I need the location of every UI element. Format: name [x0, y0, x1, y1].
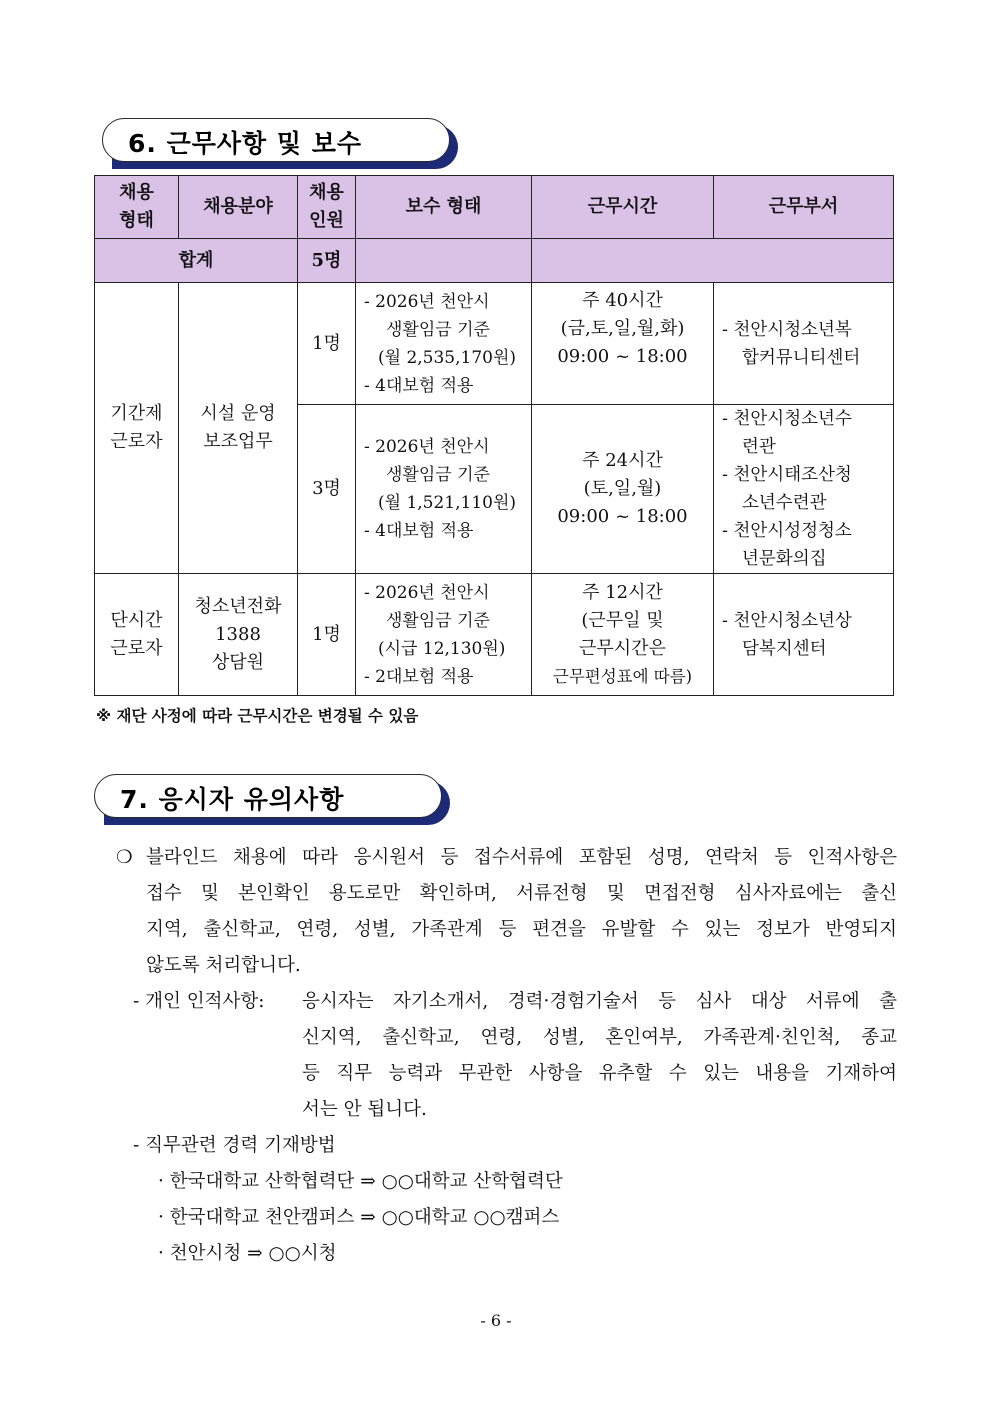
- hours-line: 주 24시간: [582, 450, 663, 471]
- header-hours: 근무시간: [532, 176, 714, 239]
- row2-pay: [356, 405, 532, 574]
- hours-line: (토,일,월): [583, 478, 662, 499]
- header-type-line2: 형태: [119, 210, 154, 231]
- row2-count: 3명: [298, 405, 356, 574]
- table-row: [95, 283, 894, 405]
- pay-line: - 2026년 천안시: [364, 582, 490, 603]
- row2-hours: [532, 405, 714, 574]
- career-method-label: - 직무관련 경력 기재방법: [133, 1135, 336, 1156]
- header-count-line1: 채용: [309, 182, 344, 203]
- row1-dept: [714, 283, 894, 405]
- work-conditions-table: [94, 175, 894, 696]
- pay-line: 생활임금 기준: [386, 465, 490, 485]
- header-count-line2: 인원: [309, 210, 344, 231]
- fixed-type-line2: 근로자: [110, 431, 163, 452]
- fixed-term-type: [95, 283, 179, 574]
- part-field-line: 상담원: [211, 651, 265, 673]
- total-pay-empty: [356, 239, 532, 283]
- header-type-line1: 채용: [119, 182, 154, 203]
- header-dept: 근무부서: [714, 176, 894, 239]
- fixed-type-line1: 기간제: [110, 403, 163, 424]
- hours-line: 주 12시간: [582, 581, 663, 603]
- pay-line: 생활임금 기준: [386, 610, 490, 631]
- dept-line: - 천안시태조산청: [722, 465, 852, 485]
- total-count: 5명: [298, 239, 356, 283]
- personal-info-line: 응시자는 자기소개서, 경력·경험기술서 등 심사 대상 서류에 출: [302, 991, 897, 1012]
- hours-line: (금,토,일,월,화): [560, 318, 685, 339]
- pay-line: - 2026년 천안시: [364, 291, 490, 312]
- hours-line: 근무편성표에 따름): [552, 666, 693, 686]
- paragraph-line: 접수 및 본인확인 용도로만 확인하며, 서류전형 및 면접전형 심사자료에는 출신: [146, 883, 897, 904]
- dept-line: 련관: [742, 437, 776, 457]
- part-field-line: 청소년전화: [194, 595, 282, 617]
- pay-line: (월 2,535,170원): [378, 347, 517, 368]
- hours-line: (근무일 및: [581, 609, 664, 631]
- row3-count: 1명: [298, 574, 356, 696]
- personal-info-label: - 개인 인적사항:: [133, 991, 265, 1012]
- table-header-row: [95, 176, 894, 239]
- pay-line: (월 1,521,110원): [378, 493, 517, 513]
- section-6-heading: [102, 118, 450, 162]
- example-item: · 천안시청 ⇒ ○○시청: [158, 1243, 337, 1264]
- personal-info-line: 신지역, 출신학교, 연령, 성별, 혼인여부, 가족관계·친인척, 종교: [302, 1027, 897, 1048]
- part-time-type: [95, 574, 179, 696]
- row1-count: 1명: [298, 283, 356, 405]
- pay-line: - 4대보험 적용: [364, 375, 474, 396]
- header-pay: 보수 형태: [356, 176, 532, 239]
- personal-info-line: 서는 안 됩니다.: [302, 1099, 427, 1120]
- total-empty: [532, 239, 894, 283]
- dept-line: 소년수련관: [742, 493, 827, 513]
- section-7-title: 7. 응시자 유의사항: [120, 785, 345, 814]
- total-row: [95, 239, 894, 283]
- hours-line: 09:00 ~ 18:00: [557, 506, 688, 527]
- fixed-field-line2: 보조업무: [203, 431, 273, 452]
- personal-info-line: 등 직무 능력과 무관한 사항을 유추할 수 있는 내용을 기재하여: [302, 1063, 897, 1084]
- dept-line: - 천안시청소년복: [722, 319, 852, 340]
- pay-line: - 2026년 천안시: [364, 437, 490, 457]
- dept-line: - 천안시청소년수: [722, 409, 852, 429]
- paragraph-line: 블라인드 채용에 따라 응시원서 등 접수서류에 포함된 성명, 연락처 등 인적사항은: [146, 847, 897, 868]
- row1-pay: [356, 283, 532, 405]
- row2-dept: [714, 405, 894, 574]
- row1-hours: [532, 283, 714, 405]
- header-type: [95, 176, 179, 239]
- part-type-line1: 단시간: [110, 609, 163, 631]
- hours-line: 09:00 ~ 18:00: [557, 346, 688, 367]
- dept-line: 합커뮤니티센터: [742, 347, 861, 368]
- table-note: ※ 재단 사정에 따라 근무시간은 변경될 수 있음: [96, 707, 419, 725]
- part-field-line: 1388: [215, 623, 261, 645]
- table-row: [95, 574, 894, 696]
- pay-line: - 2대보험 적용: [364, 666, 474, 687]
- fixed-term-field: [179, 283, 298, 574]
- example-item: · 한국대학교 천안캠퍼스 ⇒ ○○대학교 ○○캠퍼스: [158, 1207, 560, 1228]
- header-count: [298, 176, 356, 239]
- row3-pay: [356, 574, 532, 696]
- bullet-symbol: ❍: [116, 847, 133, 868]
- pay-line: (시급 12,130원): [378, 638, 506, 659]
- dept-line: 담복지센터: [742, 638, 827, 659]
- dept-line: 년문화의집: [742, 549, 827, 569]
- fixed-field-line1: 시설 운영: [200, 403, 276, 424]
- pay-line: 생활임금 기준: [386, 319, 490, 340]
- dept-line: - 천안시청소년상: [722, 610, 852, 631]
- paragraph-line: 않도록 처리합니다.: [146, 955, 301, 976]
- hours-line: 근무시간은: [579, 637, 666, 659]
- header-field: 채용분야: [179, 176, 298, 239]
- total-label: 합계: [95, 239, 298, 283]
- hours-line: 주 40시간: [582, 290, 663, 311]
- row3-dept: [714, 574, 894, 696]
- page-number: - 6 -: [480, 1311, 512, 1330]
- dept-line: - 천안시성정청소: [722, 521, 852, 541]
- row3-hours: [532, 574, 714, 696]
- part-type-line2: 근로자: [110, 637, 163, 659]
- section-7-heading: [94, 774, 442, 818]
- section-6-title: 6. 근무사항 및 보수: [128, 129, 363, 158]
- paragraph-line: 지역, 출신학교, 연령, 성별, 가족관계 등 편견을 유발할 수 있는 정보가 반영되지: [146, 919, 897, 940]
- part-time-field: [179, 574, 298, 696]
- pay-line: - 4대보험 적용: [364, 521, 474, 541]
- example-item: · 한국대학교 산학협력단 ⇒ ○○대학교 산학협력단: [158, 1171, 563, 1192]
